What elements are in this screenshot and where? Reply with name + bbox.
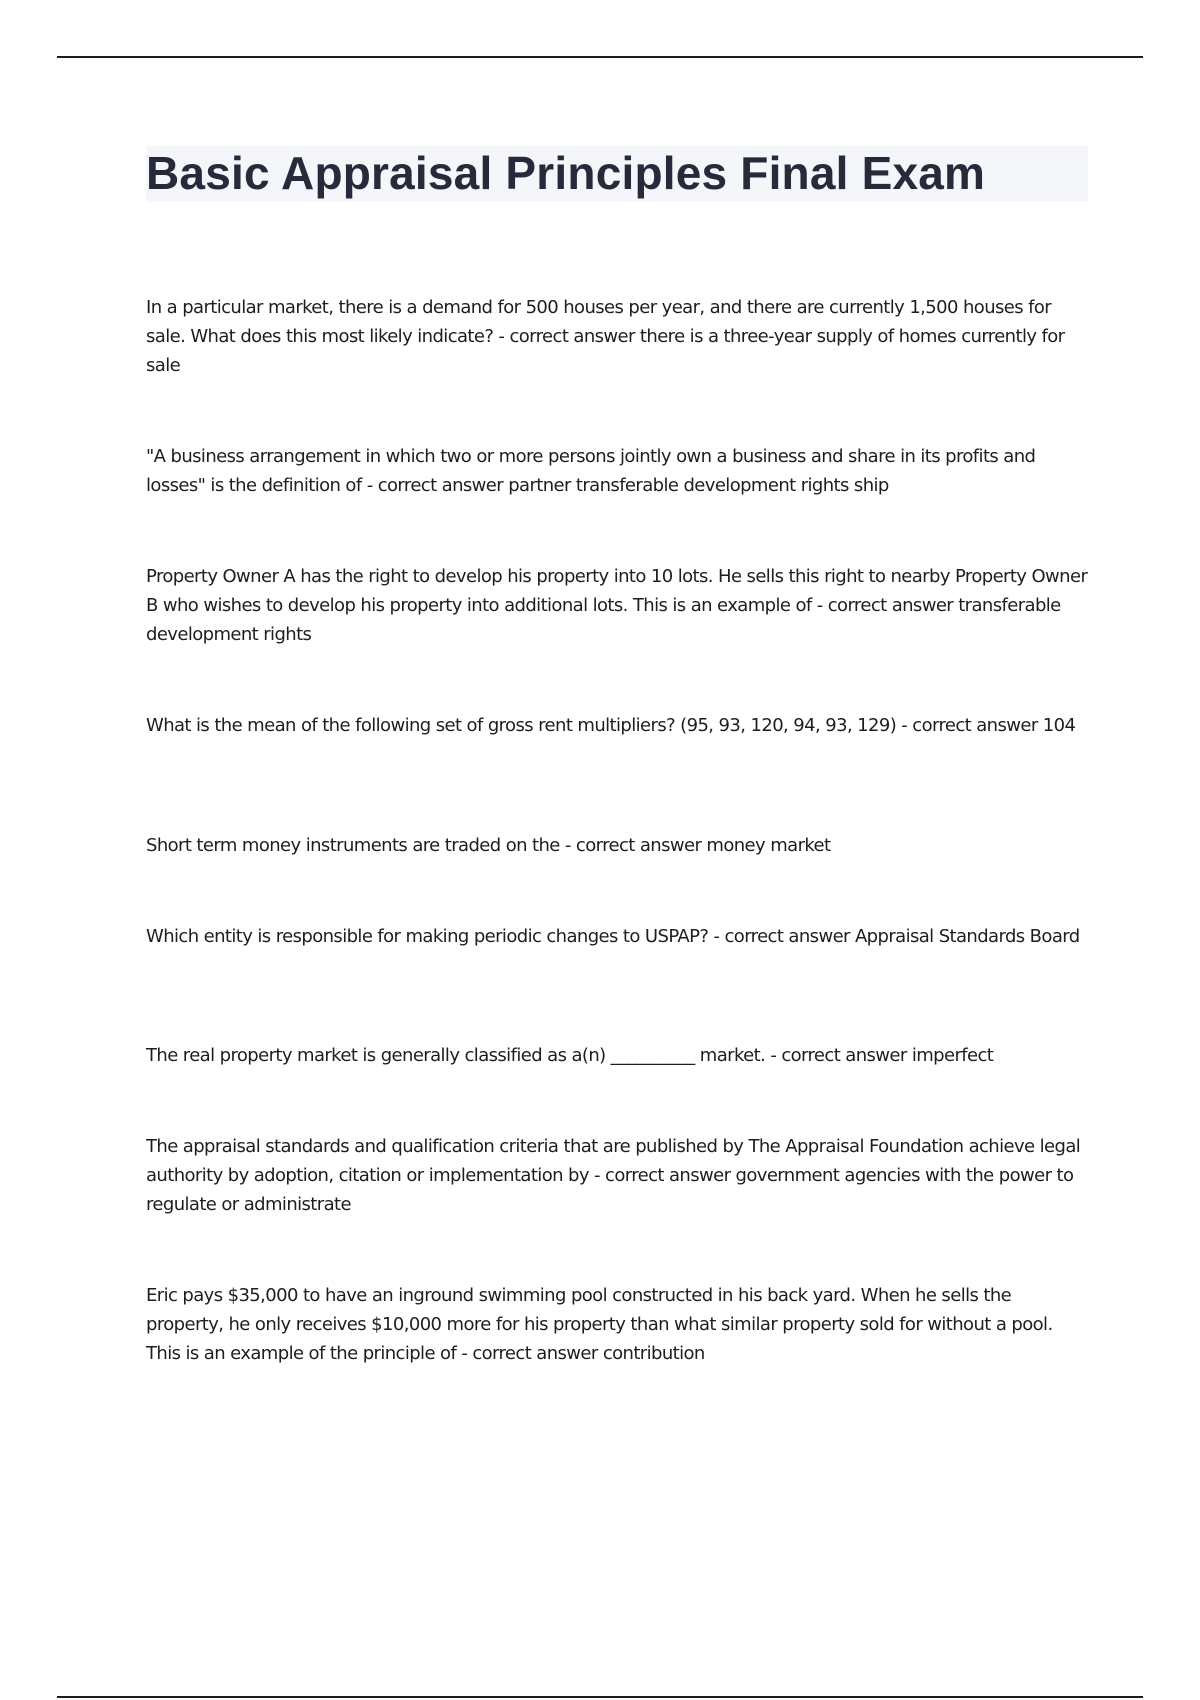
question-item: "A business arrangement in which two or more persons jointly own a business and share in its profits and losses" is the definition of - correct answer partner transferable development rights ship [146, 446, 1036, 496]
question-item: What is the mean of the following set of gross rent multipliers? (95, 93, 120, 94, 93, 129) - correct answer 104 [146, 715, 1076, 736]
question-item: Which entity is responsible for making periodic changes to USPAP? - correct answer Appraisal Standards Board [146, 926, 1080, 947]
page-title: Basic Appraisal Principles Final Exam [146, 147, 986, 199]
question-item: In a particular market, there is a demand for 500 houses per year, and there are currently 1,500 houses for sale. What does this most likely indicate? - correct answer there is a three-year supply of homes currently for sale [146, 297, 1065, 376]
top-rule [57, 56, 1143, 58]
question-item: The real property market is generally classified as a(n) __________ market. - correct answer imperfect [146, 1045, 994, 1066]
question-item: The appraisal standards and qualification criteria that are published by The Appraisal Foundation achieve legal authority by adoption, citation or implementation by - correct answer government agencies with the power to regulate or administrate [146, 1136, 1081, 1215]
question-item: Eric pays $35,000 to have an inground swimming pool constructed in his back yard. When he sells the property, he only receives $10,000 more for his property than what similar property sold for without a pool. This is an example of the principle of - correct answer contribution [146, 1285, 1053, 1364]
question-item: Property Owner A has the right to develop his property into 10 lots. He sells this right to nearby Property Owner B who wishes to develop his property into additional lots. This is an example of - correct answer transferable development rights [146, 566, 1088, 645]
bottom-rule [57, 1696, 1143, 1698]
question-item: Short term money instruments are traded on the - correct answer money market [146, 835, 831, 856]
